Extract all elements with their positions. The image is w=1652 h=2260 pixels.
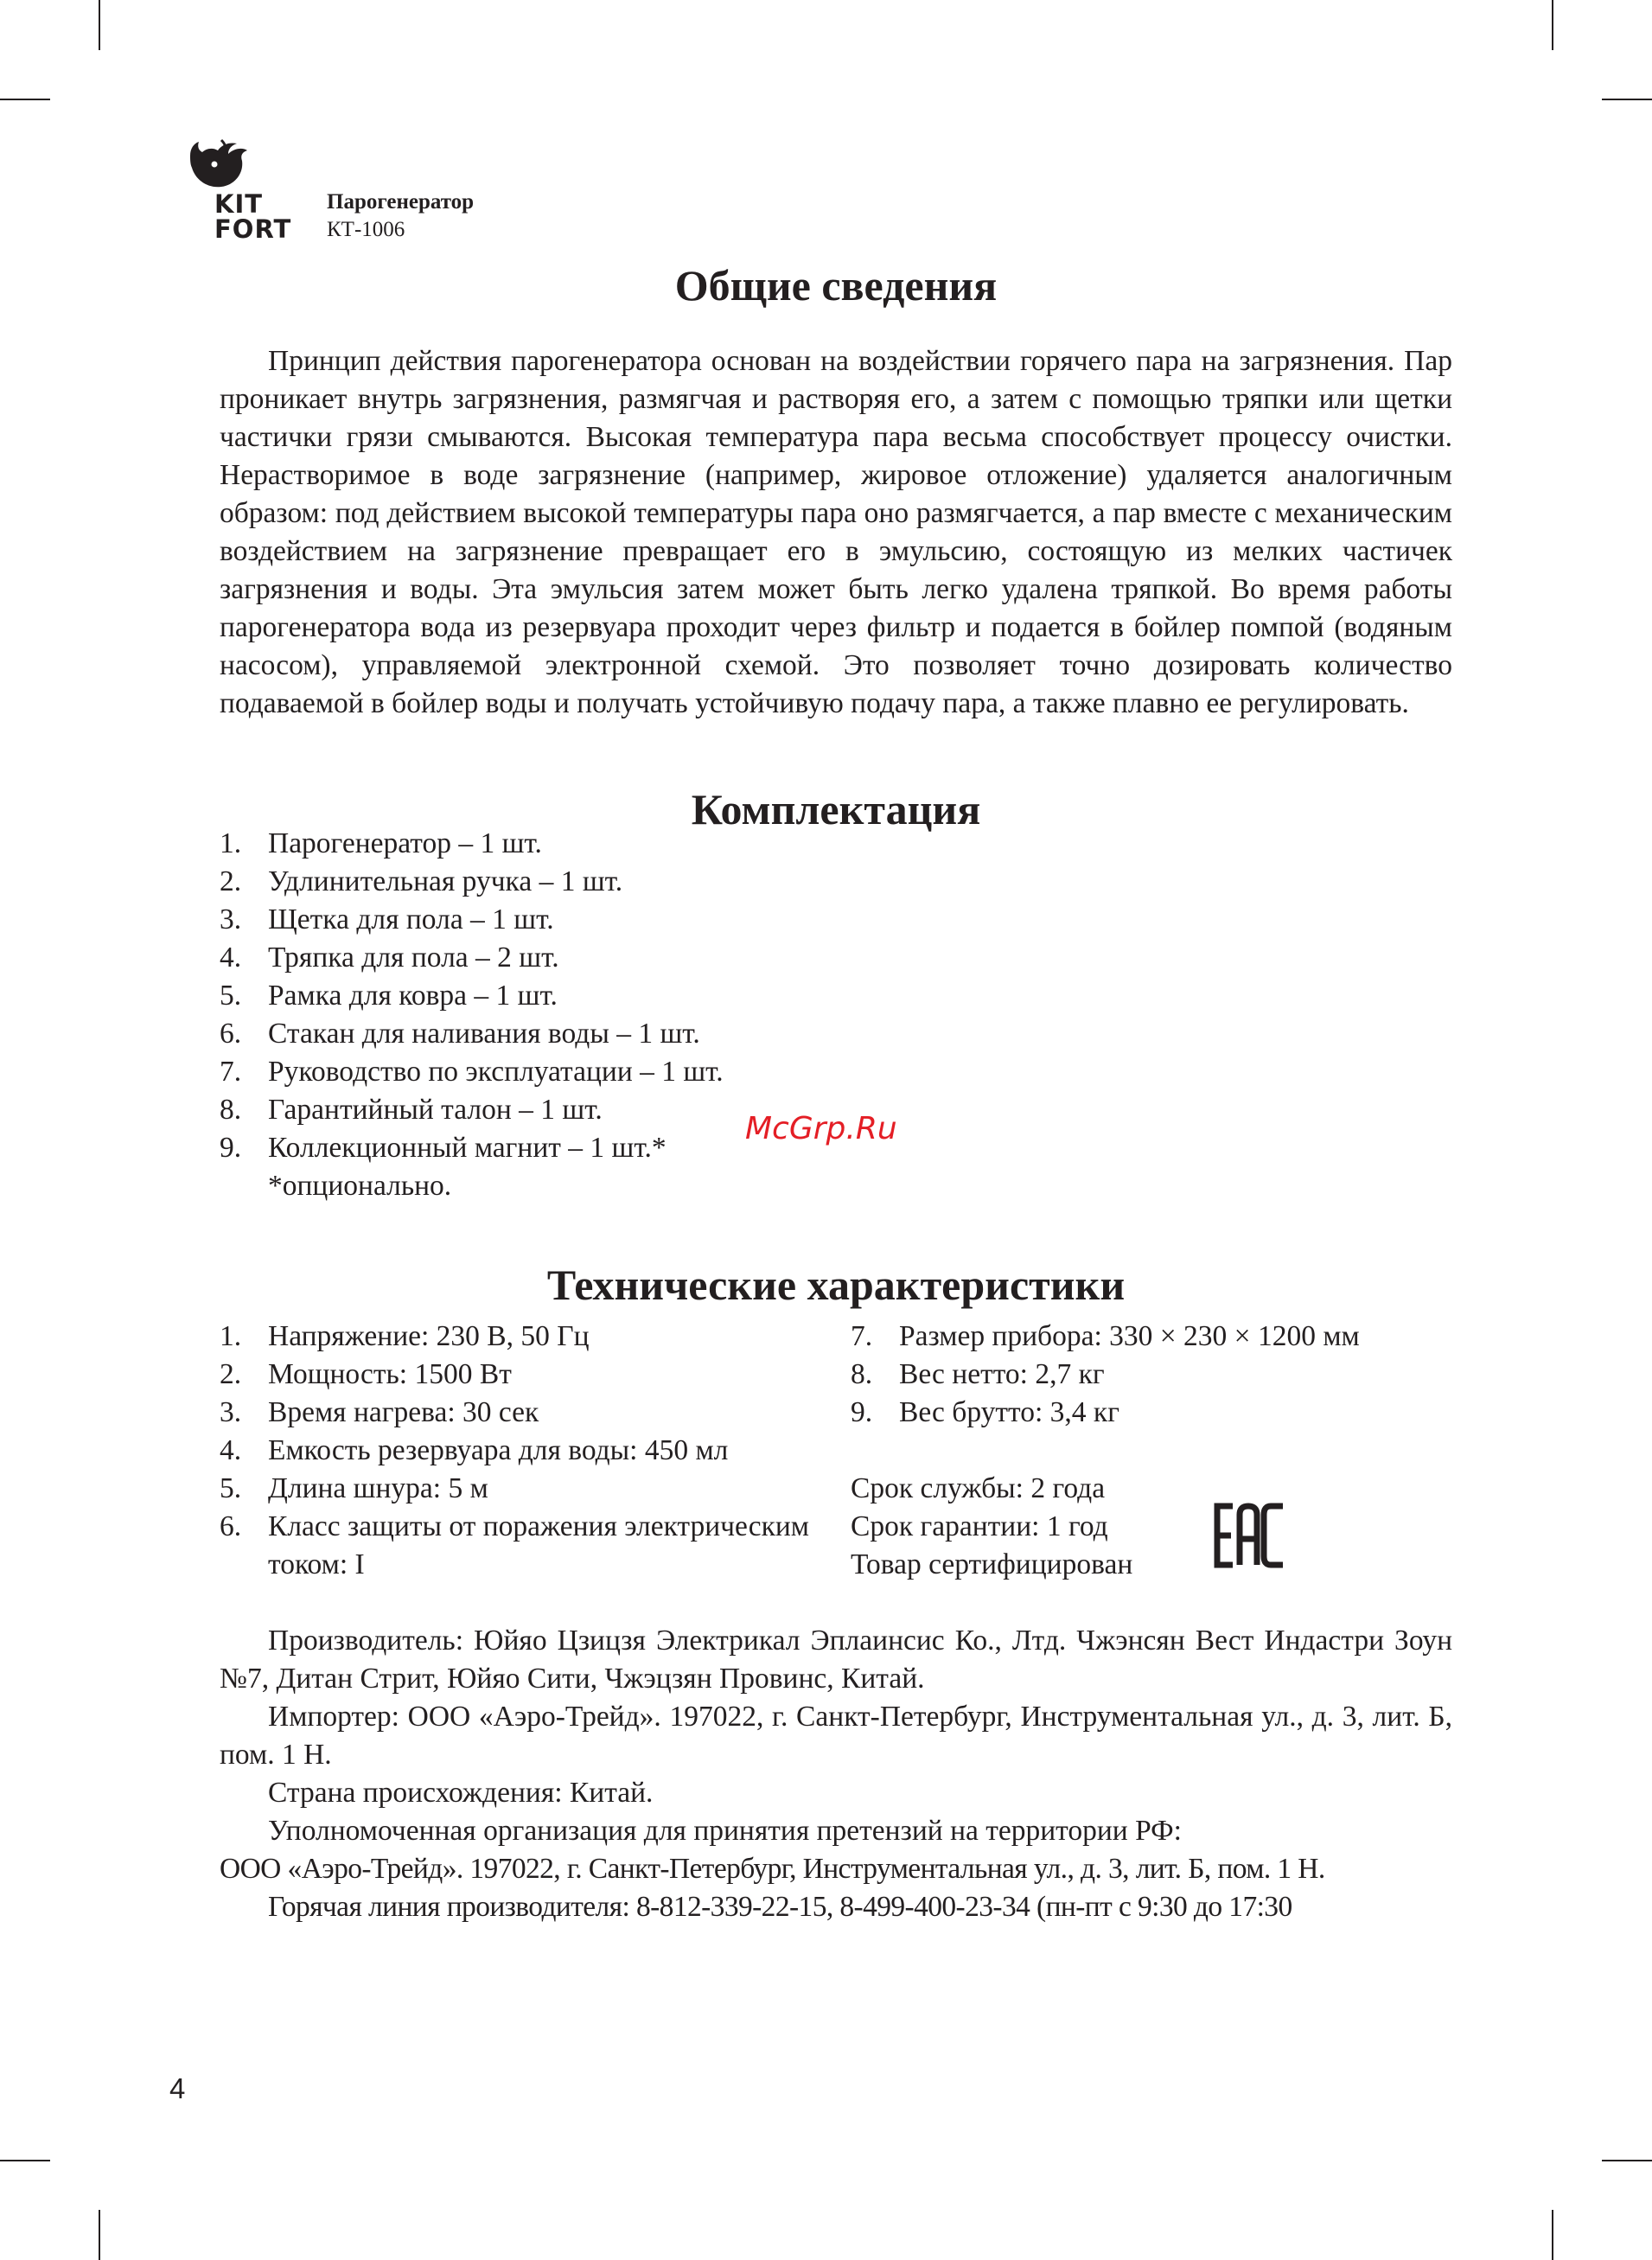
page-content <box>220 259 1452 1926</box>
specs-heading: Технические характеристики <box>546 1261 1126 1309</box>
list-item: 2. Мощность: 1500 Вт <box>220 1358 512 1390</box>
certification-note: Товар сертифицирован <box>851 1548 1133 1580</box>
manufacturer-info <box>220 1622 1452 1926</box>
specs-columns <box>220 1318 1452 1584</box>
list-item: 5. Длина шнура: 5 м <box>220 1472 488 1504</box>
list-item: 4. Емкость резервуара для воды: 450 мл <box>220 1434 729 1466</box>
list-item: 7. Размер прибора: 330 × 230 × 1200 мм <box>851 1320 1360 1352</box>
list-item: 2. Удлинительная ручка – 1 шт. <box>220 865 623 897</box>
list-item: 7. Руководство по эксплуатации – 1 шт. <box>220 1056 724 1088</box>
list-item: 1. Напряжение: 230 В, 50 Гц <box>220 1320 590 1352</box>
country-text: Страна происхождения: Китай. <box>268 1777 654 1809</box>
specs-list-left <box>220 1318 851 1584</box>
list-item: 6. Стакан для наливания воды – 1 шт. <box>220 1018 700 1050</box>
specs-list-right <box>851 1318 1452 1432</box>
list-item: 5. Рамка для ковра – 1 шт. <box>220 980 558 1012</box>
importer-text: Импортер: ООО «Аэро-Трейд». 197022, г. Санкт-Петербург, Инструментальная ул., д. 3, лит. Б, пом. 1 Н. <box>220 1701 1452 1771</box>
page-number: 4 <box>169 2072 186 2104</box>
crop-mark <box>1552 2210 1553 2260</box>
eac-mark-icon <box>1214 1501 1286 1570</box>
producer-text: Производитель: Юйяо Цзицзя Электрикал Эплаинсис Ко., Лтд. Чжэнсян Вест Индастри Зоун №7, Дитан Стрит, Юйяо Сити, Чжэцзян Провинс, Китай. <box>220 1625 1452 1695</box>
general-heading: Общие сведения <box>674 261 998 310</box>
authorized-label: Уполномоченная организация для принятия претензий на территории РФ: <box>268 1815 1182 1847</box>
product-title: Парогенератор <box>327 190 475 214</box>
product-model: КТ-1006 <box>327 218 405 241</box>
service-life: Срок службы: 2 года <box>851 1472 1106 1504</box>
kit-heading: Комплектация <box>691 785 981 833</box>
hotline-text: Горячая линия производителя: 8-812-339-22-15, 8-499-400-23-34 (пн-пт с 9:30 до 17:30 <box>268 1891 1292 1923</box>
list-item: 4. Тряпка для пола – 2 шт. <box>220 942 559 974</box>
list-item: 1. Парогенератор – 1 шт. <box>220 827 542 859</box>
crop-mark <box>1552 0 1553 50</box>
brand-line-1: KIT <box>214 189 264 219</box>
brand-wordmark <box>214 189 292 244</box>
list-item: 6. Класс защиты от поражения электрическим током: I <box>220 1510 809 1580</box>
list-item: 9. Коллекционный магнит – 1 шт.* <box>220 1132 667 1164</box>
brand-line-2: FORT <box>214 214 292 244</box>
crop-mark <box>0 2160 50 2161</box>
specs-right-column <box>851 1318 1452 1584</box>
warranty-period: Срок гарантии: 1 год <box>851 1510 1108 1542</box>
list-item: 3. Время нагрева: 30 сек <box>220 1396 539 1428</box>
authorized-org: ООО «Аэро-Трейд». 197022, г. Санкт-Петербург, Инструментальная ул., д. 3, лит. Б, пом. 1 Н. <box>220 1853 1325 1885</box>
crop-mark <box>0 99 50 100</box>
list-item: 9. Вес брутто: 3,4 кг <box>851 1396 1119 1428</box>
crop-mark <box>99 0 100 50</box>
list-item: 8. Вес нетто: 2,7 кг <box>851 1358 1105 1390</box>
crop-mark <box>1602 99 1652 100</box>
kit-footnote: *опционально. <box>268 1170 452 1202</box>
crop-mark <box>1602 2160 1652 2161</box>
list-item: 3. Щетка для пола – 1 шт. <box>220 903 554 935</box>
list-item: 8. Гарантийный талон – 1 шт. <box>220 1094 603 1126</box>
general-paragraph: Принцип действия парогенератора основан на воздействии горячего пара на загрязнения. Пар проникает внутрь загрязнения, размягчая и растворяя его, а затем с помощью тряпки или щетки частички грязи смываются. Высокая температура пара весьма способствует процессу очистки. Нерастворимое в воде загрязнение (например, жировое отложение) удаляется аналогичным образом: под действием высокой температуры пара оно размягчается, а пар вместе с механическим воздействием на загрязнение превращает его в эмульсию, состоящую из мелких частичек загрязнения и воды. Эта эмульсия затем может быть легко удалена тряпкой. Во время работы парогенератора вода из резервуара проходит через фильтр и подается в бойлер помпой (водяным насосом), управляемой электронной схемой. Это позволяет точно дозировать количество подаваемой в бойлер воды и получать устойчивую подачу пара, а также плавно ее регулировать. <box>220 345 1452 719</box>
crop-mark <box>99 2210 100 2260</box>
watermark: McGrp.Ru <box>745 1111 897 1146</box>
